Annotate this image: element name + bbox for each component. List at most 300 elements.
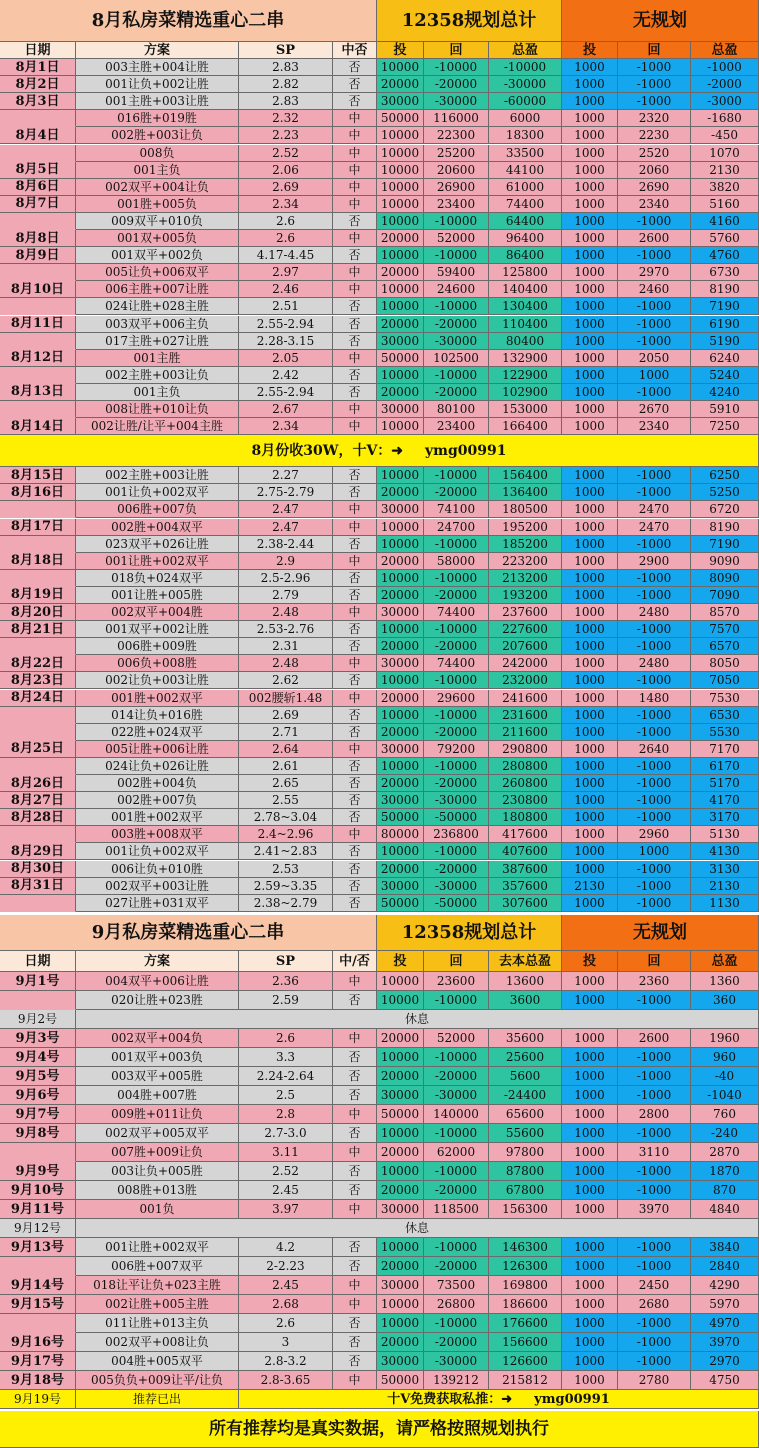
noplan-return-cell: -1000 xyxy=(618,1067,691,1086)
noplan-return-cell: 2320 xyxy=(618,110,691,127)
hit-cell: 中 xyxy=(333,519,377,536)
noplan-total-cell: 760 xyxy=(691,1105,759,1124)
invest-cell: 20000 xyxy=(377,1333,424,1352)
table-row xyxy=(0,110,759,127)
total-cell: 3600 xyxy=(489,991,562,1010)
hit-cell: 中 xyxy=(333,179,377,196)
noplan-invest-cell: 1000 xyxy=(562,672,618,689)
invest-cell: 20000 xyxy=(377,1181,424,1200)
noplan-total-cell: 6240 xyxy=(691,350,759,367)
return-cell: -20000 xyxy=(424,587,489,604)
total-cell: 237600 xyxy=(489,604,562,621)
table-row xyxy=(0,826,759,843)
noplan-total-cell: 5910 xyxy=(691,401,759,418)
noplan-invest-cell: 1000 xyxy=(562,621,618,638)
hit-cell: 否 xyxy=(333,758,377,775)
noplan-total-cell: 7530 xyxy=(691,690,759,707)
noplan-invest-cell: 1000 xyxy=(562,333,618,350)
noplan-invest-cell: 1000 xyxy=(562,553,618,570)
plan-cell: 002双平+008让负 xyxy=(76,1333,239,1352)
return-cell: -10000 xyxy=(424,536,489,553)
table-row xyxy=(0,672,759,689)
date-cell: 8月14日 xyxy=(0,418,76,435)
column-header: SP xyxy=(239,951,333,972)
noplan-total-cell: 6730 xyxy=(691,264,759,281)
noplan-total-cell: 5760 xyxy=(691,230,759,247)
noplan-invest-cell: 1000 xyxy=(562,93,618,110)
date-cell: 9月19号 xyxy=(0,1390,76,1409)
date-cell: 8月24日 xyxy=(0,690,76,707)
total-cell: 125800 xyxy=(489,264,562,281)
plan-cell: 016胜+019胜 xyxy=(76,110,239,127)
noplan-return-cell: 3970 xyxy=(618,1200,691,1219)
hit-cell: 否 xyxy=(333,724,377,741)
total-cell: 227600 xyxy=(489,621,562,638)
plan-cell: 001胜+002双平 xyxy=(76,809,239,826)
noplan-invest-cell: 1000 xyxy=(562,861,618,878)
total-cell: 97800 xyxy=(489,1143,562,1162)
table-row xyxy=(0,1143,759,1162)
promo-text: 十V免费获取私推：➜ xyxy=(387,1391,513,1407)
table-row xyxy=(0,418,759,435)
noplan-total-cell: 6720 xyxy=(691,501,759,518)
plan-cell: 006胜+007双平 xyxy=(76,1257,239,1276)
table-row xyxy=(0,1371,759,1390)
invest-cell: 20000 xyxy=(377,1029,424,1048)
date-cell xyxy=(0,724,76,741)
invest-cell: 10000 xyxy=(377,707,424,724)
sp-cell: 4.17-4.45 xyxy=(239,247,333,264)
noplan-total-cell: 7050 xyxy=(691,672,759,689)
noplan-invest-cell: 1000 xyxy=(562,826,618,843)
column-header: 回 xyxy=(424,951,489,972)
total-cell: 126300 xyxy=(489,1257,562,1276)
sp-cell: 002腰斩1.48 xyxy=(239,690,333,707)
noplan-total-cell: 3970 xyxy=(691,1333,759,1352)
banner-text: 8月份收30W，十V：➜ xyxy=(251,442,404,459)
section-title: 9月私房菜精选重心二串 xyxy=(0,915,377,951)
total-cell: 61000 xyxy=(489,179,562,196)
date-cell xyxy=(0,991,76,1010)
noplan-invest-cell: 1000 xyxy=(562,484,618,501)
sp-cell: 2.78~3.04 xyxy=(239,809,333,826)
plan-cell: 024让胜+028主胜 xyxy=(76,298,239,315)
return-cell: -30000 xyxy=(424,878,489,895)
plan-cell: 001主胜 xyxy=(76,350,239,367)
table-row xyxy=(0,59,759,76)
noplan-return-cell: 1480 xyxy=(618,690,691,707)
hit-cell: 否 xyxy=(333,1314,377,1333)
noplan-total-cell: 8090 xyxy=(691,570,759,587)
return-cell: -10000 xyxy=(424,1238,489,1257)
noplan-total-cell: 1070 xyxy=(691,145,759,162)
noplan-return-cell: -1000 xyxy=(618,792,691,809)
invest-cell: 30000 xyxy=(377,1200,424,1219)
hit-cell: 中 xyxy=(333,196,377,213)
table-row xyxy=(0,741,759,758)
total-cell: 86400 xyxy=(489,247,562,264)
sp-cell: 2.05 xyxy=(239,350,333,367)
total-cell: 260800 xyxy=(489,775,562,792)
total-cell: 156300 xyxy=(489,1200,562,1219)
invest-cell: 20000 xyxy=(377,264,424,281)
noplan-invest-cell: 1000 xyxy=(562,809,618,826)
return-cell: 23400 xyxy=(424,418,489,435)
column-header: 中否 xyxy=(333,42,377,59)
plan-cell: 006负+008胜 xyxy=(76,655,239,672)
noplan-invest-cell: 1000 xyxy=(562,1200,618,1219)
sp-cell: 2.34 xyxy=(239,418,333,435)
date-cell: 8月10日 xyxy=(0,281,76,298)
date-cell: 8月25日 xyxy=(0,741,76,758)
plan-cell: 002让胜/让平+004主胜 xyxy=(76,418,239,435)
noplan-total-cell: 9090 xyxy=(691,553,759,570)
invest-cell: 10000 xyxy=(377,1124,424,1143)
noplan-return-cell: -1000 xyxy=(618,1086,691,1105)
invest-cell: 10000 xyxy=(377,418,424,435)
sp-cell: 2.7-3.0 xyxy=(239,1124,333,1143)
table-row xyxy=(0,758,759,775)
date-cell: 8月4日 xyxy=(0,127,76,144)
return-cell: 22300 xyxy=(424,127,489,144)
noplan-total-cell: 7190 xyxy=(691,536,759,553)
return-cell: 79200 xyxy=(424,741,489,758)
noplan-return-cell: 2600 xyxy=(618,1029,691,1048)
plan-cell: 004胜+007胜 xyxy=(76,1086,239,1105)
table-row xyxy=(0,93,759,110)
plan-cell: 023双平+026让胜 xyxy=(76,536,239,553)
table-row xyxy=(0,467,759,484)
table-row xyxy=(0,230,759,247)
return-cell: 23400 xyxy=(424,196,489,213)
total-cell: 186600 xyxy=(489,1295,562,1314)
noplan-return-cell: -1000 xyxy=(618,333,691,350)
plan-cell: 001主胜+003让胜 xyxy=(76,93,239,110)
total-cell: 5600 xyxy=(489,1067,562,1086)
return-cell: -50000 xyxy=(424,895,489,912)
noplan-total-cell: 960 xyxy=(691,1048,759,1067)
sp-cell: 2.97 xyxy=(239,264,333,281)
noplan-invest-cell: 1000 xyxy=(562,1143,618,1162)
invest-cell: 30000 xyxy=(377,792,424,809)
invest-cell: 30000 xyxy=(377,1276,424,1295)
return-cell: -10000 xyxy=(424,213,489,230)
plan-cell: 006胜+007负 xyxy=(76,501,239,518)
noplan-invest-cell: 1000 xyxy=(562,298,618,315)
sp-cell: 2.6 xyxy=(239,1314,333,1333)
return-cell: 74400 xyxy=(424,604,489,621)
sp-cell: 4.2 xyxy=(239,1238,333,1257)
plan-cell: 003胜+008双平 xyxy=(76,826,239,843)
return-cell: -10000 xyxy=(424,758,489,775)
table-row xyxy=(0,1390,759,1409)
plan-cell: 001胜+005负 xyxy=(76,196,239,213)
noplan-invest-cell: 1000 xyxy=(562,1105,618,1124)
return-cell: 52000 xyxy=(424,1029,489,1048)
table-row xyxy=(0,145,759,162)
promo-banner xyxy=(0,435,759,467)
sp-cell: 2.6 xyxy=(239,1029,333,1048)
noplan-return-cell: -1000 xyxy=(618,638,691,655)
table-row xyxy=(0,1219,759,1238)
plan-cell: 002双平+005双平 xyxy=(76,1124,239,1143)
total-cell: 223200 xyxy=(489,553,562,570)
column-header: 投 xyxy=(377,42,424,59)
invest-cell: 30000 xyxy=(377,501,424,518)
noplan-return-cell: -1000 xyxy=(618,484,691,501)
sp-cell: 2.6 xyxy=(239,230,333,247)
total-cell: 64400 xyxy=(489,213,562,230)
date-cell: 9月7号 xyxy=(0,1105,76,1124)
table-row xyxy=(0,213,759,230)
return-cell: -20000 xyxy=(424,1257,489,1276)
sp-cell: 2.83 xyxy=(239,59,333,76)
noplan-total-cell: 5970 xyxy=(691,1295,759,1314)
return-cell: 74400 xyxy=(424,655,489,672)
promo-cell xyxy=(239,1390,759,1409)
invest-cell: 10000 xyxy=(377,672,424,689)
plan-cell: 002双平+004胜 xyxy=(76,604,239,621)
date-cell xyxy=(0,1143,76,1162)
plan-cell: 020让胜+023胜 xyxy=(76,991,239,1010)
noplan-invest-cell: 1000 xyxy=(562,1067,618,1086)
date-cell: 9月15号 xyxy=(0,1295,76,1314)
noplan-invest-cell: 1000 xyxy=(562,991,618,1010)
return-cell: -20000 xyxy=(424,638,489,655)
return-cell: -20000 xyxy=(424,724,489,741)
total-cell: 215812 xyxy=(489,1371,562,1390)
noplan-total-cell: 2130 xyxy=(691,162,759,179)
plan-cell: 008胜+013胜 xyxy=(76,1181,239,1200)
invest-cell: 20000 xyxy=(377,861,424,878)
date-cell: 8月1日 xyxy=(0,59,76,76)
date-cell xyxy=(0,1314,76,1333)
return-cell: -10000 xyxy=(424,367,489,384)
hit-cell: 否 xyxy=(333,1124,377,1143)
sp-cell: 2.53 xyxy=(239,861,333,878)
date-cell: 8月27日 xyxy=(0,792,76,809)
date-cell: 9月14号 xyxy=(0,1276,76,1295)
total-cell: 180800 xyxy=(489,809,562,826)
noplan-total-cell: 5160 xyxy=(691,196,759,213)
noplan-invest-cell: 1000 xyxy=(562,316,618,333)
hit-cell: 中 xyxy=(333,1371,377,1390)
total-cell: -60000 xyxy=(489,93,562,110)
invest-cell: 30000 xyxy=(377,878,424,895)
noplan-invest-cell: 1000 xyxy=(562,972,618,991)
invest-cell: 50000 xyxy=(377,350,424,367)
invest-cell: 20000 xyxy=(377,1257,424,1276)
plan-cell: 002双平+003让胜 xyxy=(76,878,239,895)
noplan-invest-cell: 1000 xyxy=(562,1333,618,1352)
table-row xyxy=(0,484,759,501)
total-cell: -24400 xyxy=(489,1086,562,1105)
invest-cell: 30000 xyxy=(377,655,424,672)
noplan-invest-cell: 1000 xyxy=(562,401,618,418)
sep-header-row xyxy=(0,951,759,972)
hit-cell: 否 xyxy=(333,672,377,689)
hit-cell: 中 xyxy=(333,690,377,707)
plan-cell: 003主胜+004让胜 xyxy=(76,59,239,76)
return-cell: -10000 xyxy=(424,570,489,587)
date-cell xyxy=(0,401,76,418)
plan-cell: 001双平+003负 xyxy=(76,1048,239,1067)
noplan-return-cell: 3110 xyxy=(618,1143,691,1162)
invest-cell: 10000 xyxy=(377,519,424,536)
hit-cell: 否 xyxy=(333,213,377,230)
noplan-invest-cell: 1000 xyxy=(562,127,618,144)
date-cell xyxy=(0,213,76,230)
noplan-total-cell: 3820 xyxy=(691,179,759,196)
invest-cell: 50000 xyxy=(377,110,424,127)
total-cell: 290800 xyxy=(489,741,562,758)
date-cell: 9月10号 xyxy=(0,1181,76,1200)
noplan-total-cell: 4170 xyxy=(691,792,759,809)
table-row xyxy=(0,1181,759,1200)
noplan-invest-cell: 1000 xyxy=(562,638,618,655)
noplan-total-cell: 6170 xyxy=(691,758,759,775)
sp-cell: 2.48 xyxy=(239,655,333,672)
return-cell: -20000 xyxy=(424,384,489,401)
date-cell xyxy=(0,367,76,384)
noplan-return-cell: 2670 xyxy=(618,401,691,418)
total-cell: 387600 xyxy=(489,861,562,878)
hit-cell: 中 xyxy=(333,501,377,518)
noplan-invest-cell: 1000 xyxy=(562,281,618,298)
sp-cell: 3.97 xyxy=(239,1200,333,1219)
noplan-total-cell: 3130 xyxy=(691,861,759,878)
hit-cell: 中 xyxy=(333,145,377,162)
noplan-return-cell: 2470 xyxy=(618,519,691,536)
noplan-total-cell: 2130 xyxy=(691,878,759,895)
invest-cell: 10000 xyxy=(377,59,424,76)
date-cell: 8月23日 xyxy=(0,672,76,689)
plan-cell: 002主胜+003让负 xyxy=(76,367,239,384)
noplan-invest-cell: 1000 xyxy=(562,741,618,758)
return-cell: -20000 xyxy=(424,775,489,792)
table-row xyxy=(0,247,759,264)
date-cell xyxy=(0,333,76,350)
hit-cell: 否 xyxy=(333,1238,377,1257)
table-row xyxy=(0,809,759,826)
sp-cell: 2.6 xyxy=(239,213,333,230)
hit-cell: 中 xyxy=(333,350,377,367)
plan-cell: 002让胜+005主胜 xyxy=(76,1295,239,1314)
noplan-return-cell: 1000 xyxy=(618,843,691,860)
invest-cell: 10000 xyxy=(377,145,424,162)
sp-cell: 2.75-2.79 xyxy=(239,484,333,501)
noplan-return-cell: 2480 xyxy=(618,655,691,672)
column-header: 中/否 xyxy=(333,951,377,972)
invest-cell: 10000 xyxy=(377,467,424,484)
noplan-total-cell: 2870 xyxy=(691,1143,759,1162)
noplan-return-cell: -1000 xyxy=(618,467,691,484)
hit-cell: 中 xyxy=(333,1200,377,1219)
total-cell: 211600 xyxy=(489,724,562,741)
total-cell: 195200 xyxy=(489,519,562,536)
noplan-return-cell: -1000 xyxy=(618,76,691,93)
date-cell xyxy=(0,638,76,655)
sp-cell: 2.5 xyxy=(239,1086,333,1105)
noplan-invest-cell: 1000 xyxy=(562,76,618,93)
noplan-total-cell: 4970 xyxy=(691,1314,759,1333)
noplan-total-cell: -240 xyxy=(691,1124,759,1143)
noplan-invest-cell: 1000 xyxy=(562,213,618,230)
noplan-invest-cell: 1000 xyxy=(562,1238,618,1257)
plan-cell: 002主胜+003让胜 xyxy=(76,467,239,484)
hit-cell: 否 xyxy=(333,333,377,350)
hit-cell: 否 xyxy=(333,861,377,878)
column-header: 去本总盈 xyxy=(489,951,562,972)
hit-cell: 否 xyxy=(333,1333,377,1352)
hit-cell: 否 xyxy=(333,1048,377,1067)
return-cell: -10000 xyxy=(424,59,489,76)
invest-cell: 10000 xyxy=(377,621,424,638)
sp-cell: 2.36 xyxy=(239,972,333,991)
table-row xyxy=(0,604,759,621)
invest-cell: 10000 xyxy=(377,1048,424,1067)
plan-cell: 005负负+009让平/让负 xyxy=(76,1371,239,1390)
date-cell xyxy=(0,895,76,912)
hit-cell: 否 xyxy=(333,621,377,638)
hit-cell: 否 xyxy=(333,247,377,264)
sp-cell: 2.24-2.64 xyxy=(239,1067,333,1086)
invest-cell: 50000 xyxy=(377,809,424,826)
plan-cell: 007胜+009让负 xyxy=(76,1143,239,1162)
return-cell: 116000 xyxy=(424,110,489,127)
return-cell: 25200 xyxy=(424,145,489,162)
sp-cell: 2.52 xyxy=(239,145,333,162)
sp-cell: 2.45 xyxy=(239,1181,333,1200)
table-row xyxy=(0,384,759,401)
plan-cell: 001双平+002让胜 xyxy=(76,621,239,638)
aug-banner xyxy=(0,435,759,467)
hit-cell: 否 xyxy=(333,775,377,792)
hit-cell: 否 xyxy=(333,1162,377,1181)
total-cell: 193200 xyxy=(489,587,562,604)
total-cell: 407600 xyxy=(489,843,562,860)
total-cell: 35600 xyxy=(489,1029,562,1048)
noplan-total-cell: 1870 xyxy=(691,1162,759,1181)
noplan-return-cell: -1000 xyxy=(618,59,691,76)
plan-cell: 022胜+024双平 xyxy=(76,724,239,741)
date-cell xyxy=(0,501,76,518)
invest-cell: 20000 xyxy=(377,76,424,93)
column-header: 回 xyxy=(618,42,691,59)
return-cell: 236800 xyxy=(424,826,489,843)
date-cell xyxy=(0,826,76,843)
table-row xyxy=(0,316,759,333)
table-row xyxy=(0,1276,759,1295)
date-cell: 9月1号 xyxy=(0,972,76,991)
table-row xyxy=(0,1314,759,1333)
sp-cell: 2.53-2.76 xyxy=(239,621,333,638)
noplan-invest-cell: 1000 xyxy=(562,724,618,741)
invest-cell: 10000 xyxy=(377,179,424,196)
table-row xyxy=(0,519,759,536)
hit-cell: 中 xyxy=(333,1105,377,1124)
hit-cell: 否 xyxy=(333,536,377,553)
plan-cell: 027让胜+031双平 xyxy=(76,895,239,912)
invest-cell: 20000 xyxy=(377,1067,424,1086)
plan-cell: 001让胜+005胜 xyxy=(76,587,239,604)
invest-cell: 10000 xyxy=(377,1314,424,1333)
noplan-return-cell: 2480 xyxy=(618,604,691,621)
return-cell: 20600 xyxy=(424,162,489,179)
invest-cell: 10000 xyxy=(377,196,424,213)
noplan-invest-cell: 1000 xyxy=(562,467,618,484)
sp-cell: 2.64 xyxy=(239,741,333,758)
